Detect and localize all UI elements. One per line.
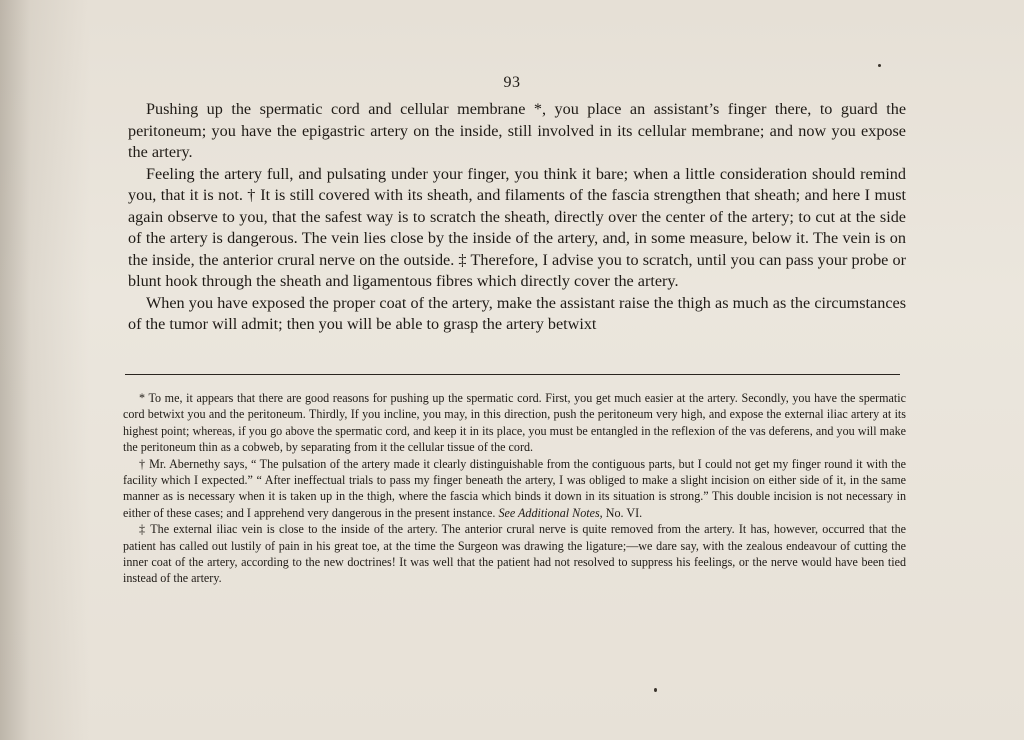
footnotes [123, 390, 906, 587]
footnote-divider [125, 374, 900, 375]
paragraph-2: Feeling the artery full, and pulsating under your finger, you think it bare; when a little consideration should remind you, that it is not. † It is still covered with its sheath, and filaments of the fascia strengthen that sheath; and here I must again observe to you, that the safest way is to scratch the sheath, directly over the center of the artery; to cut at the side of the artery is dangerous. The vein lies close by the inside of the artery, and, in some measure, below it. The vein is on the inside, the anterior crural nerve on the outside. ‡ Therefore, I advise you to scratch, until you can pass your probe or blunt hook through the sheath and ligamentous fibres which directly cover the artery. [128, 164, 906, 290]
footnote-2 [123, 456, 906, 522]
footnote-3: ‡ The external iliac vein is close to the inside of the artery. The anterior crural nerve is quite removed from the artery. It has, however, occurred that the patient has called out lustily of pain in his great toe, at the time the Surgeon was drawing the ligature;—we dare say, with the zealous endeavour of cutting the inner coat of the artery, according to the new doctrines! It was well that the patient had not resolved to suppress his feelings, or the nerve would have been tied instead of the artery. [123, 522, 906, 586]
paragraph-3: When you have exposed the proper coat of the artery, make the assistant raise the thigh as much as the circumstances of the tumor will admit; then you will be able to grasp the artery betwixt [128, 293, 906, 333]
page-number: 93 [503, 74, 521, 91]
paragraph-1: Pushing up the spermatic cord and cellular membrane *, you place an assistant’s finger there, to guard the peritoneum; you have the epigastric artery on the inside, still involved in its cellular membrane; and now you expose the artery. [128, 100, 906, 161]
footnote-2-text: † Mr. Abernethy says, “ The pulsation of the artery made it clearly distinguishable from the contiguous parts, but I could not get my finger round it with the facility which I expected.” “ After ineffectual trials to pass my finger beneath the artery, I was obliged to make a slight incision on either side of it, in the same manner as is necessary when it is taken up in the thigh, where the fascia which binds it down in its situation is strong.” This double incision is not necessary in either of these cases; and I apprehend very dangerous in the present instance. [123, 456, 906, 520]
footnote-1: * To me, it appears that there are good reasons for pushing up the spermatic cord. First, you get much easier at the artery. Secondly, you have the spermatic cord betwixt you and the peritoneum. Thirdly, If you incline, you may, in this direction, push the peritoneum very high, and expose the external iliac artery at its highest point; whereas, if you go above the spermatic cord, and keep it in its place, you must be entangled in the reflexion of the vas deferens, and you will make the peritoneum thin as a cobweb, by separating from it the cellular tissue of the cord. [123, 391, 906, 455]
paper-speck [654, 688, 657, 692]
footnote-2-number: No. VI. [605, 505, 643, 520]
main-text [128, 99, 906, 336]
footnote-2-reference: See Additional Notes, [498, 505, 603, 520]
paper-speck [878, 64, 881, 67]
